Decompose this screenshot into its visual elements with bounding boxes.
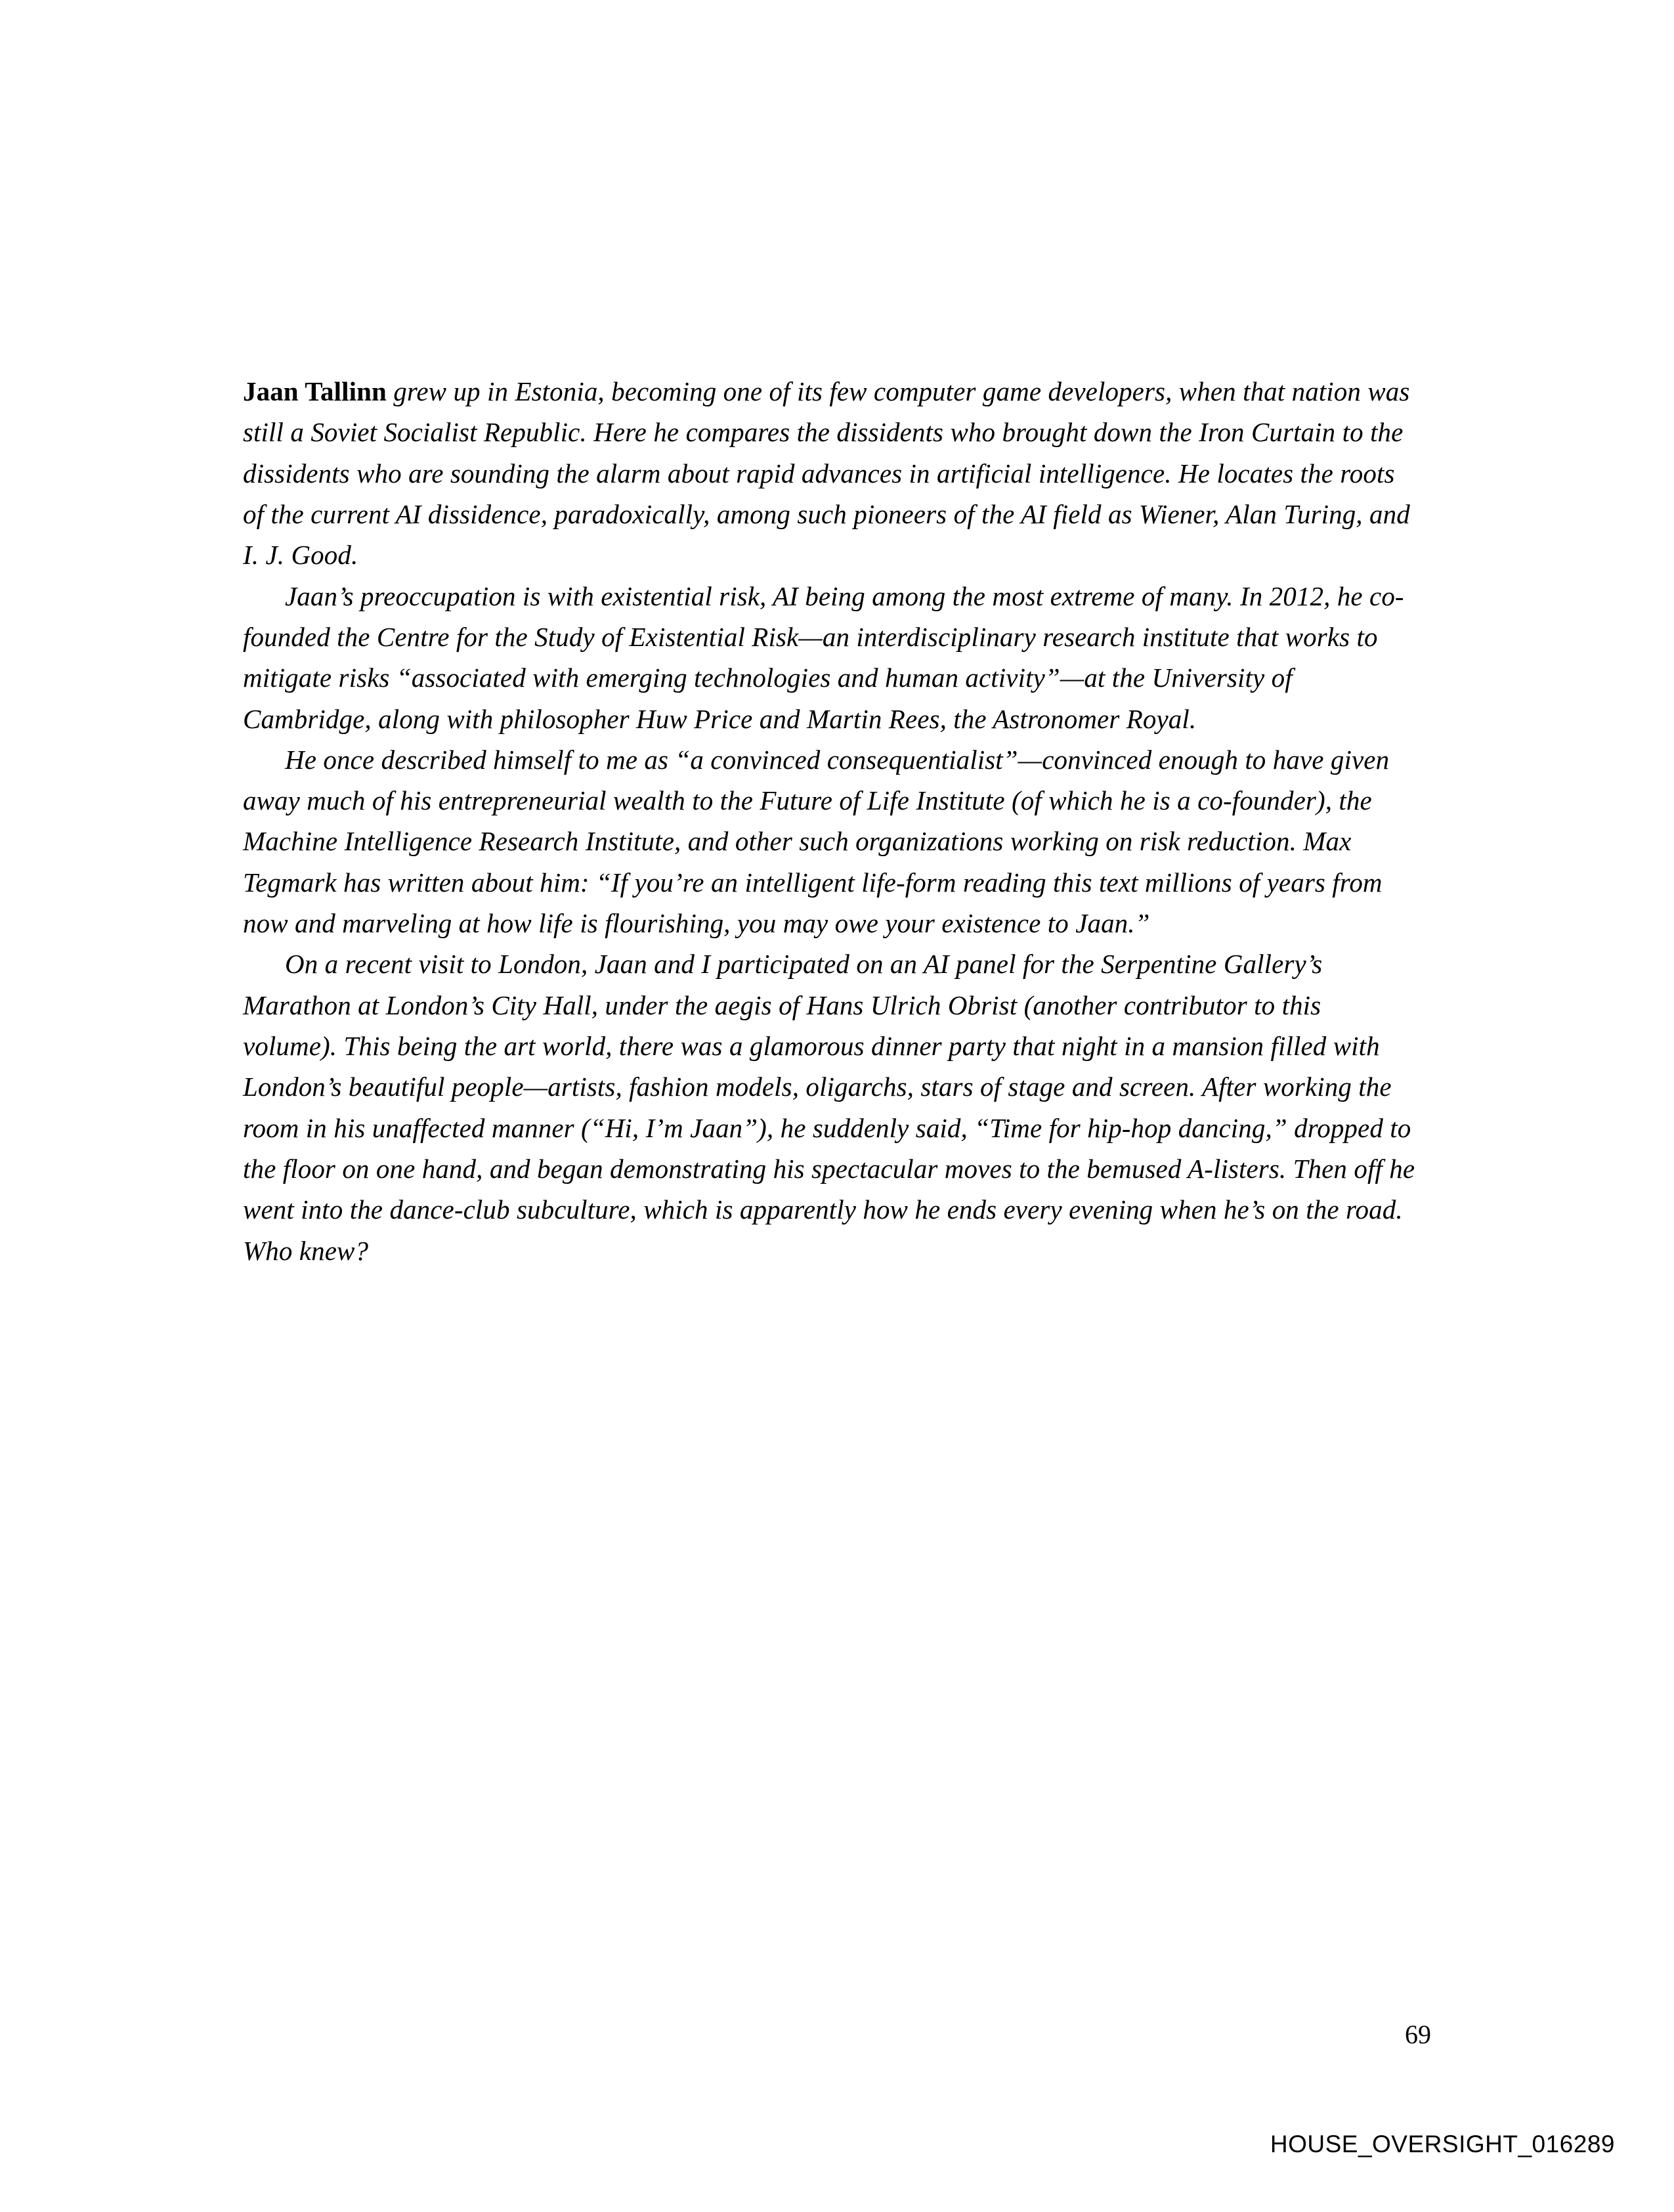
paragraph-1 (243, 371, 1418, 576)
page-number: 69 (1405, 2020, 1431, 2049)
paragraph-1-text: grew up in Estonia, becoming one of its few computer game developers, when that nation was still a Soviet Socialist Republic. Here he compares the dissidents who brought down the Iron Curtain to the dissidents who are sounding the alarm about rapid advances in artificial intelligence. He locates the roots of the current AI dissidence, paradoxically, among such pioneers of the AI field as Wiener, Alan Turing, and I. J. Good. (243, 376, 1410, 571)
paragraph-4-text: On a recent visit to London, Jaan and I participated on an AI panel for the Serpentine Gallery’s Marathon at London’s City Hall, under the aegis of Hans Ulrich Obrist (another contributor to this volume). This being the art world, there was a glamorous dinner party that night in a mansion filled with London’s beautiful people—artists, fashion models, oligarchs, stars of stage and screen. After working the room in his unaffected manner (“Hi, I’m Jaan”), he suddenly said, “Time for hip-hop dancing,” dropped to the floor on one hand, and began demonstrating his spectacular moves to the bemused A-listers. Then off he went into the dance-club subculture, which is apparently how he ends every evening when he’s on the road. Who knew? (243, 949, 1415, 1266)
paragraph-2 (243, 576, 1418, 739)
body-text-block (243, 371, 1418, 1271)
bates-stamp: HOUSE_OVERSIGHT_016289 (1270, 2131, 1615, 2158)
paragraph-3-text: He once described himself to me as “a convinced consequentialist”—convinced enough to have given away much of his entrepreneurial wealth to the Future of Life Institute (of which he is a co-founder), the Machine Intelligence Research Institute, and other such organizations working on risk reduction. Max Tegmark has written about him: “If you’re an intelligent life-form reading this text millions of years from now and marveling at how life is flourishing, you may owe your existence to Jaan.” (243, 744, 1390, 939)
subject-name: Jaan Tallinn (243, 376, 387, 406)
paragraph-3 (243, 739, 1418, 944)
paragraph-4 (243, 943, 1418, 1271)
paragraph-2-text: Jaan’s preoccupation is with existential risk, AI being among the most extreme of many. In 2012, he co-founded the Centre for the Study of Existential Risk—an interdisciplinary research institute that works to mitigate risks “associated with emerging technologies and human activity”—at the University of Cambridge, along with philosopher Huw Price and Martin Rees, the Astronomer Royal. (243, 580, 1404, 734)
